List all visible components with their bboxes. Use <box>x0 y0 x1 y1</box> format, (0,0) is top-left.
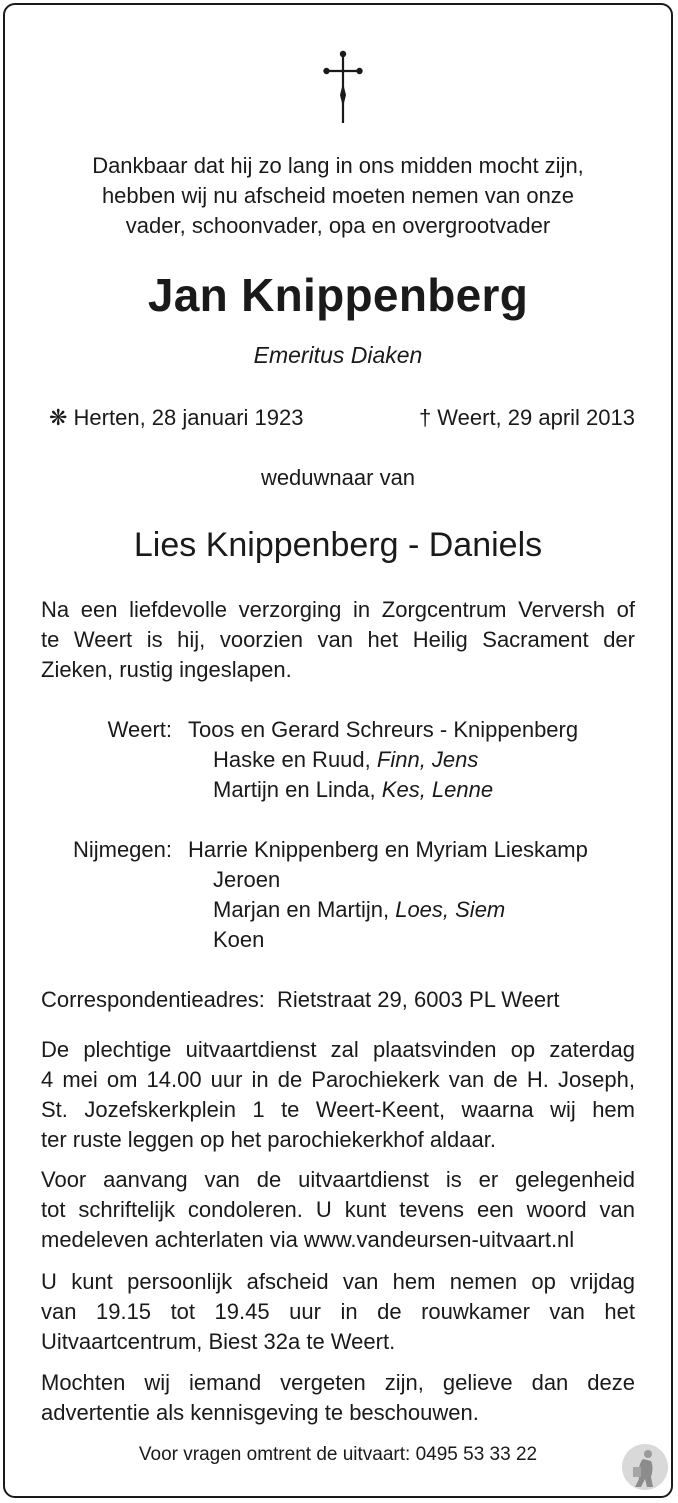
correspondence-address: Correspondentieadres: Rietstraat 29, 6003 PL Weert <box>41 987 560 1012</box>
family-member-line <box>213 775 493 805</box>
family-member-kids: Kes, Lenne <box>381 777 494 802</box>
viewing-line: Uitvaartcentrum, Biest 32a te Weert. <box>41 1329 396 1354</box>
birth-date: ❋ Herten, 28 januari 1923 <box>49 405 304 430</box>
family-location-nijmegen: Nijmegen: <box>72 837 172 862</box>
condolence-line: medeleven achterlaten via www.vandeursen-uitvaart.nl <box>41 1227 575 1252</box>
closing-line: advertentie als kennisgeving te beschouwen. <box>41 1400 479 1425</box>
family-member-names: Haske en Ruud, <box>213 747 371 772</box>
intro-text <box>5 151 671 241</box>
care-line: te Weert is hij, voorzien van het Heilig Sacrament der <box>41 627 635 652</box>
care-lines <box>41 595 635 685</box>
closing-paragraph <box>41 1368 635 1428</box>
service-line: De plechtige uitvaartdienst zal plaatsvinden op zaterdag <box>41 1037 635 1062</box>
funeral-logo-icon <box>621 1443 669 1491</box>
contact-footer: Voor vragen omtrent de uitvaart: 0495 53 33 22 <box>138 1444 538 1465</box>
closing-line: Mochten wij iemand vergeten zijn, gelieve dan deze <box>41 1370 635 1395</box>
family-location-weert: Weert: <box>107 717 172 742</box>
condolence-line: Voor aanvang van de uitvaartdienst is er gelegenheid <box>41 1167 635 1192</box>
obituary-card <box>3 3 673 1498</box>
care-line: Na een liefdevolle verzorging in Zorgcentrum Verversh of <box>41 597 635 622</box>
family-member-kids: Loes, Siem <box>395 897 506 922</box>
family-member-names: Marjan en Martijn, <box>213 897 390 922</box>
intro-line: hebben wij nu afscheid moeten nemen van onze <box>101 183 575 208</box>
family-member-line <box>213 745 478 775</box>
service-line: 4 mei om 14.00 uur in de Parochiekerk van de H. Joseph, <box>41 1067 635 1092</box>
viewing-line: U kunt persoonlijk afscheid van hem nemen op vrijdag <box>41 1269 635 1294</box>
spouse-name: Lies Knippenberg - Daniels <box>133 526 543 564</box>
service-paragraph <box>41 1035 635 1155</box>
family-head-weert: Toos en Gerard Schreurs - Knippenberg <box>188 717 579 742</box>
family-member-line: Jeroen <box>213 867 281 892</box>
service-line: ter ruste leggen op het parochiekerkhof aldaar. <box>41 1127 496 1152</box>
viewing-line: van 19.15 tot 19.45 uur in de rouwkamer van het <box>41 1299 635 1324</box>
death-date: † Weert, 29 april 2013 <box>418 405 635 430</box>
service-line: St. Jozefskerkplein 1 te Weert-Keent, waarna wij hem <box>41 1097 635 1122</box>
intro-line: vader, schoonvader, opa en overgrootvader <box>125 213 551 238</box>
family-member-line: Koen <box>213 927 265 952</box>
condolence-paragraph <box>41 1165 635 1255</box>
family-member-line <box>213 895 505 925</box>
family-head-nijmegen: Harrie Knippenberg en Myriam Lieskamp <box>188 837 588 862</box>
intro-line: Dankbaar dat hij zo lang in ons midden mocht zijn, <box>92 153 584 178</box>
viewing-paragraph <box>41 1267 635 1357</box>
cross-icon <box>323 49 363 129</box>
deceased-title: Emeritus Diaken <box>253 342 423 368</box>
care-line: Zieken, rustig ingeslapen. <box>41 657 292 682</box>
condolence-line: tot schriftelijk condoleren. U kunt tevens een woord van <box>41 1197 635 1222</box>
dates-row <box>49 403 635 433</box>
family-member-names: Martijn en Linda, <box>213 777 376 802</box>
widower-label: weduwnaar van <box>260 465 416 490</box>
deceased-name: Jan Knippenberg <box>147 269 529 321</box>
family-member-kids: Finn, Jens <box>376 747 479 772</box>
